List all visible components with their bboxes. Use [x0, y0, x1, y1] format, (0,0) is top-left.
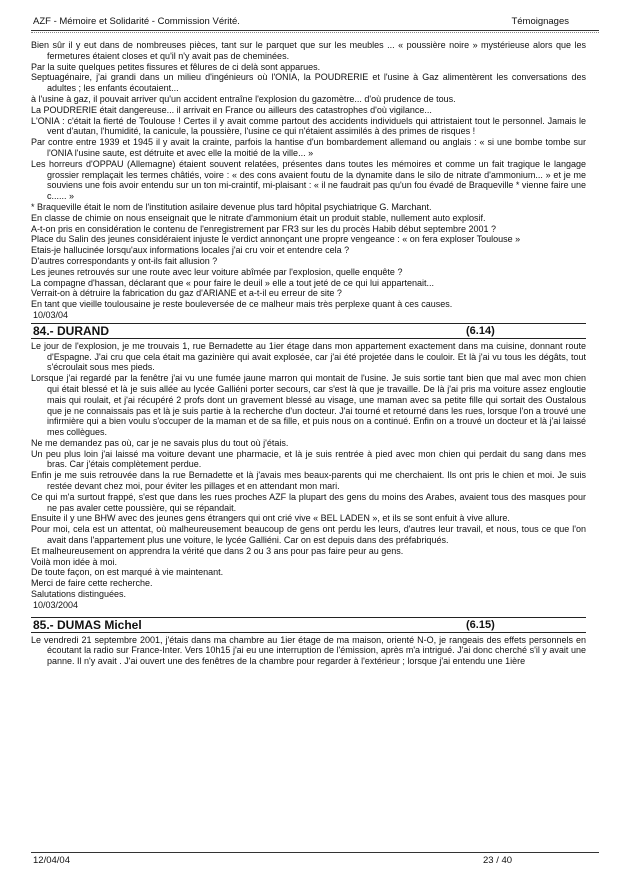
paragraph: A-t-on pris en considération le contenu de l'enregistrement par FR3 sur les du procès Habib début septembre 2001 ?	[31, 223, 496, 234]
section-heading-84	[31, 323, 586, 339]
paragraph: * Braqueville était le nom de l'institution asilaire devenue plus tard hôpital psychiatrique G. Marchant.	[31, 201, 432, 212]
header-rule	[31, 32, 599, 33]
paragraph: La compagne d'hassan, déclarant que « pour faire le deuil » elle a tout jeté de ce qui lui appartenait...	[31, 277, 434, 288]
paragraph: En tant que vieille toulousaine je reste bouleversée de ce malheur mais très perplexe quant à ces causes.	[31, 299, 453, 310]
paragraph: Et malheureusement on apprendra la vérité que dans 2 ou 3 ans pour pas faire peur au gens.	[31, 545, 404, 556]
paragraph: Ce qui m'a surtout frappé, s'est que dans les rues proches AZF la plupart des gens du moins des Arabes, avaient tous des masques pour ne pas avaler cette poussière, qui se répandait.	[31, 491, 586, 513]
paragraph: Enfin je me suis retrouvée dans la rue Bernadette et là j'avais mes beaux-parents qui me cherchaient. Ils ont pris le chien et moi. Je suis restée devant chez moi, pour éviter les pillages et en attendant mon mari.	[31, 470, 586, 492]
footer-date: 12/04/04	[33, 855, 70, 866]
paragraph: En classe de chimie on nous enseignait que le nitrate d'ammonium était un produit stable, nullement auto explosif.	[31, 212, 486, 223]
section-name: 84.- DURAND	[33, 323, 110, 338]
testimony-84	[31, 341, 586, 600]
paragraph: Septuagénaire, j'ai grandi dans un milieu d'ingénieurs où l'ONIA, la POUDRERIE et l'usine à Gaz alimentèrent les conversations des adultes ; les enfants écoutaient...	[31, 72, 586, 94]
section-name: 85.- DUMAS Michel	[33, 617, 142, 632]
document-body	[31, 40, 586, 667]
paragraph: Ensuite il y une BHW avec des jeunes gens étrangers qui ont crié vive « BEL LADEN », et ils se sont enfuit à vive allure.	[31, 513, 510, 524]
paragraph: Bien sûr il y eut dans de nombreuses pièces, tant sur le parquet que sur les meubles ... « poussière noire » mystérieuse alors que les fermetures étaient closes et qu'il n'y avait pas de cheminées.	[31, 40, 586, 61]
paragraph: Les horreurs d'OPPAU (Allemagne) étaient souvent relatées, présentes dans toutes les mémoires et comme un fait tragique le langage grossier remplaçait les termes châtiés, voire : « des cons avaient foutu de la dynamite dans le silo de nitrate d'ammonium... » et je me souviens une fois avoir entendu sur un ton mi-craintif, mi-plaisant : « il ne faudrait pas qu'un fou évadé de Braqueville * vienne faire une c...... »	[31, 158, 586, 202]
paragraph: Le jour de l'explosion, je me trouvais 1, rue Bernadette au 1ier étage dans mon appartement exactement dans ma cuisine, donnant route d'Espagne. J'ai cru que cela était ma gazinière qui avait explosée, car j'ai été projetée dans le couloir. Et là j'ai vu tous les dégâts, tout s'écroulait sous mes pieds.	[31, 340, 586, 373]
intro-testimony	[31, 40, 586, 310]
header-title: AZF - Mémoire et Solidarité - Commission Vérité.	[33, 16, 240, 27]
page-footer	[31, 852, 599, 866]
paragraph: Par contre entre 1939 et 1945 il y avait la crainte, parfois la hantise d'un bombardement allemand ou anglais : « si une bombe tombe sur l'ONIA l'usine saute, est détruite et avec elle la moitié de la ville... »	[31, 137, 586, 158]
page-header	[31, 16, 599, 31]
section-heading-85	[31, 617, 586, 633]
paragraph: L'ONIA : c'était la fierté de Toulouse ! Certes il y avait comme partout des accidents individuels qui attristaient tout le personnel. Jamais le vent d'autan, l'humidité, la canicule, la poussière, l'usine ce qui n'étaient assimilés à des primes de risques !	[31, 115, 586, 137]
paragraph: Place du Salin des jeunes considéraient injuste le verdict annonçant une propre vengeance : « on fera exploser Toulouse »	[31, 234, 521, 245]
section-code: (6.15)	[466, 618, 495, 631]
paragraph: Ne me demandez pas où, car je ne savais plus du tout où j'étais.	[31, 437, 289, 448]
paragraph: Merci de faire cette recherche.	[31, 578, 153, 589]
paragraph: Verrait-on à détruire la fabrication du gaz d'ARIANE et a-t-il eu erreur de site ?	[31, 288, 342, 299]
paragraph: à l'usine à gaz, il pouvait arriver qu'un accident entraîne l'explosion du gazomètre... d'où prudence de tous.	[31, 93, 456, 104]
paragraph: La POUDRERIE était dangereuse... il arrivait en France ou ailleurs des catastrophes d'où vigilance...	[31, 104, 432, 115]
paragraph: Lorsque j'ai regardé par la fenêtre j'ai vu une fumée jaune marron qui montait de l'usine. Je suis sortie tant bien que mal avec mon chien qui était blessé et là je suis allée au lycée Galliéni porter secours, car s'est là que je travaille. De là j'ai pris ma voiture assez engloutie mais qui roulait, et j'ai récupéré 2 profs dont un gravement blessé au visage, une maman avec sa petite fille qui sortait des Oustalous que je ne connaissais pas et là je suis partie à la recherche d'un docteur. J'ai tourné et retourné dans les rues, lorsque l'on a trouvé une infirmière qui a bien voulu s'occuper de la maman et de sa fille, et puis nous on a continué. Enfin on a trouvé un docteur et là j'ai laissé mes collègues.	[31, 373, 586, 438]
header-section: Témoignages	[511, 16, 569, 27]
paragraph: Un peu plus loin j'ai laissé ma voiture devant une pharmacie, et là je suis rentrée à pied avec mon chien qui perdait du sang dans mes bras. Car j'étais complètement perdue.	[31, 448, 586, 470]
paragraph: Le vendredi 21 septembre 2001, j'étais dans ma chambre au 1ier étage de ma maison, orienté N-O, je rangeais des effets personnels en écoutant la radio sur France-Inter. Vers 10h15 j'ai eu une interruption de l'émission, après m'a intrigué. J'ai donc cherché s'il y avait une panne. Il n'y avait . J'ai ouvert une des fenêtres de la chambre pour regarder à l'extérieur ; lorsque j'ai entendu une 1ière	[31, 634, 586, 667]
paragraph: Les jeunes retrouvés sur une route avec leur voiture abîmée par l'explosion, quelle enquête ?	[31, 266, 403, 277]
paragraph: Par la suite quelques petites fissures et fêlures de ci delà sont apparues.	[31, 61, 321, 72]
paragraph: Salutations distinguées.	[31, 589, 127, 600]
testimony-85	[31, 635, 586, 667]
paragraph: Etais-je hallucinée lorsqu'aux informations locales j'ai cru voir et entendre cela ?	[31, 245, 350, 256]
paragraph: Voilà mon idée à moi.	[31, 556, 118, 567]
paragraph: De toute façon, on est marqué à vie maintenant.	[31, 567, 224, 578]
page-number: 23 / 40	[483, 855, 513, 866]
intro-date: 10/03/04	[33, 309, 69, 320]
paragraph: Pour moi, cela est un attentat, où malheureusement beaucoup de gens ont perdu les leurs, d'autres leur travail, et nous, tous ce que l'on avait dans l'appartement plus une voiture, le lycée Galliéni. Car on est depuis dans des préfabriqués.	[31, 524, 586, 546]
section-code: (6.14)	[466, 324, 495, 337]
section-84-date: 10/03/2004	[33, 599, 79, 610]
paragraph: D'autres correspondants y ont-ils fait allusion ?	[31, 255, 218, 266]
